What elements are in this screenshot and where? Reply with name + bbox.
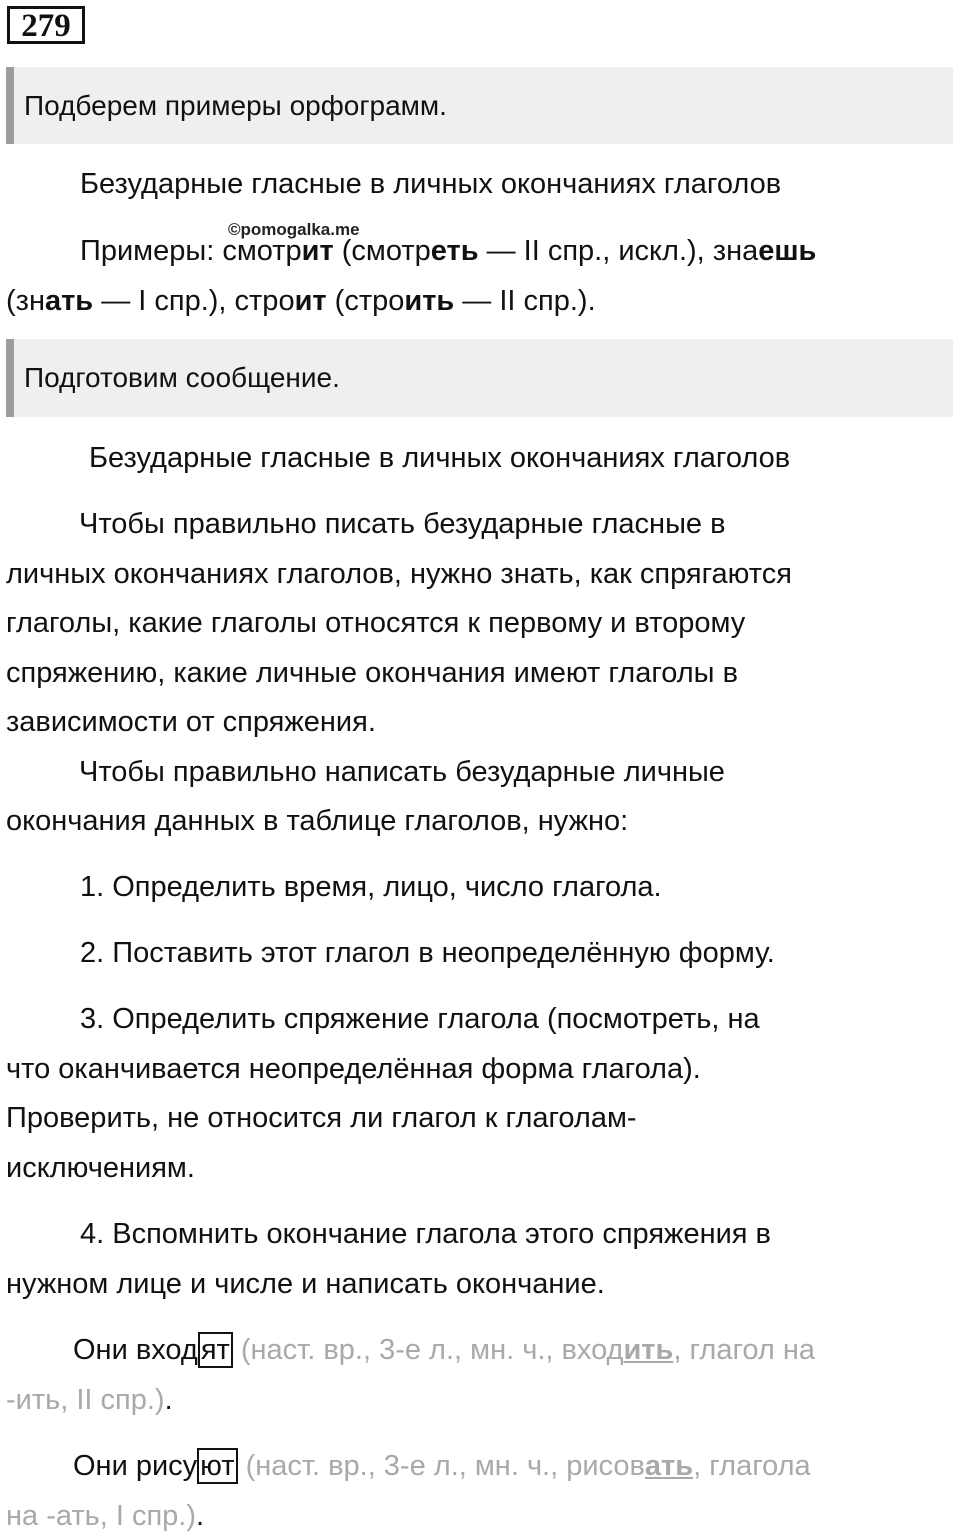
- ending-bold: ешь: [758, 235, 817, 267]
- verb-example-1-cont: -ить, II спр.).: [6, 1384, 173, 1416]
- paragraph-line: Чтобы правильно написать безударные личные: [79, 756, 725, 788]
- heading-text: Подготовим сообщение.: [24, 362, 340, 393]
- step-4-line: нужном лице и числе и написать окончание.: [6, 1268, 605, 1300]
- ending-bold: ать: [44, 285, 94, 317]
- section-title: Безударные гласные в личных окончаниях глаголов: [89, 442, 791, 474]
- watermark: ©pomogalka.me: [228, 220, 360, 239]
- step-3-line: Проверить, не относится ли глагол к глаголам-: [6, 1102, 637, 1134]
- paragraph-line: глаголы, какие глаголы относятся к первому и второму: [6, 607, 746, 639]
- paragraph-line: личных окончаниях глаголов, нужно знать, как спрягаются: [6, 558, 792, 590]
- paragraph-line: окончания данных в таблице глаголов, нужно:: [6, 805, 629, 837]
- paragraph-line: спряжению, какие личные окончания имеют глаголы в: [6, 657, 738, 689]
- section-heading-message: [6, 339, 953, 417]
- examples-line-1: Примеры: смотрит (смотреть — II спр., искл.), знаешь: [80, 235, 817, 267]
- ending-bold: ит: [301, 235, 334, 267]
- step-4-line: 4. Вспомнить окончание глагола этого спряжения в: [80, 1218, 771, 1250]
- step-1: 1. Определить время, лицо, число глагола.: [80, 871, 662, 903]
- ending-bold: ит: [294, 285, 327, 317]
- heading-text: Подберем примеры орфограмм.: [24, 90, 447, 121]
- step-3-line: что оканчивается неопределённая форма глагола).: [6, 1053, 701, 1085]
- examples-line-2: (знать — I спр.), строит (строить — II спр.).: [6, 285, 596, 317]
- ending-box: ят: [198, 1332, 233, 1368]
- step-3-line: исключениям.: [6, 1152, 195, 1184]
- ending-bold: еть: [430, 235, 479, 267]
- paragraph-line: Чтобы правильно писать безударные гласные в: [79, 508, 726, 540]
- ending-bold: ить: [404, 285, 455, 317]
- verb-example-1: Они вход ят (наст. вр., 3-е л., мн. ч., входить, глагол на: [73, 1334, 816, 1366]
- task-number: 279: [7, 6, 85, 44]
- verb-example-2: Они рису ют (наст. вр., 3-е л., мн. ч., рисовать, глагола: [73, 1450, 811, 1482]
- step-2: 2. Поставить этот глагол в неопределённую форму.: [80, 937, 775, 969]
- ending-box: ют: [197, 1448, 237, 1484]
- section-title: Безударные гласные в личных окончаниях глаголов: [80, 168, 782, 200]
- paragraph-line: зависимости от спряжения.: [6, 706, 376, 738]
- suffix-underlined: ить: [623, 1334, 674, 1366]
- section-heading-examples: [6, 67, 953, 144]
- verb-example-2-cont: на -ать, I спр.).: [6, 1500, 205, 1532]
- suffix-underlined: ать: [644, 1450, 694, 1482]
- step-3-line: 3. Определить спряжение глагола (посмотреть, на: [80, 1003, 760, 1035]
